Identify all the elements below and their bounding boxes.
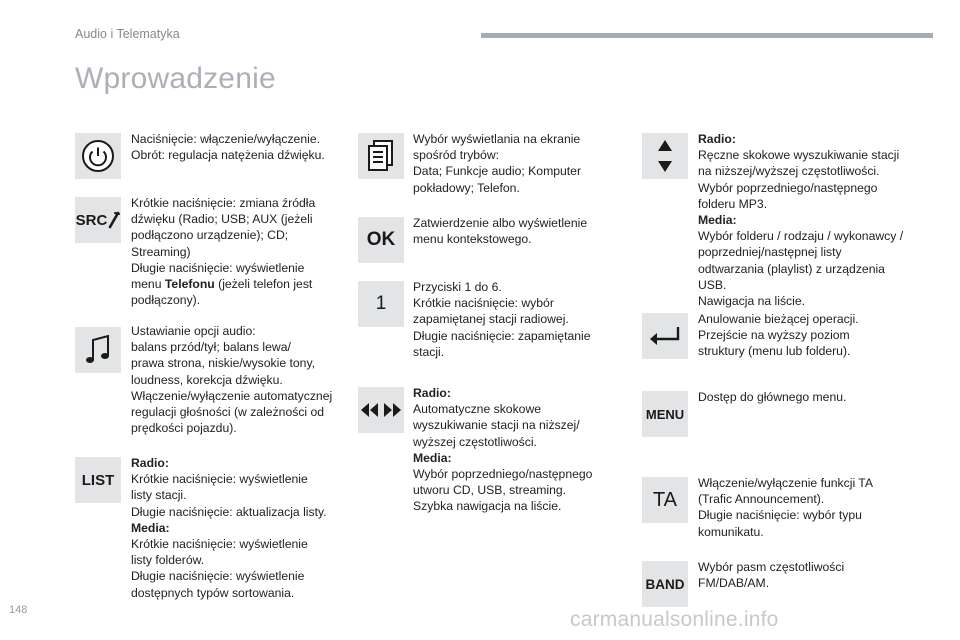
- up-down-buttons-icon: [642, 133, 688, 179]
- display-mode-icon: [358, 133, 404, 179]
- preset-button-icon: 1: [358, 281, 404, 327]
- presets-description: Przyciski 1 do 6. Krótkie naciśnięcie: wybór zapamiętanej stacji radiowej. Długie naciśnięcie: zapamiętanie stacji.: [413, 280, 591, 359]
- page-title: Wprowadzenie: [75, 62, 276, 95]
- watermark: carmanualsonline.info: [570, 608, 779, 631]
- seek-buttons-icon: [358, 387, 404, 433]
- src-phone-button-icon: [75, 197, 121, 243]
- ok-button-icon: OK: [358, 217, 404, 263]
- src-description: Krótkie naciśnięcie: zmiana źródła dźwięku (Radio; USB; AUX (jeżeli podłączono urządzenie); CD; Streaming) Długie naciśnięcie: wyświetlenie menu Telefonu (jeżeli telefon jest podłączony).: [131, 196, 316, 308]
- updown-description: Radio: Ręczne skokowe wyszukiwanie stacji na niższej/wyższej częstotliwości. Wybór poprzedniego/następnego folderu MP3. Media: Wybór folderu / rodzaju / wykonawcy / poprzedniej/następnej listy odtwarzania (playlist) z urządzenia USB. Nawigacja na liście.: [698, 132, 904, 309]
- seek-description: Radio: Automatyczne skokowe wyszukiwanie stacji na niższej/ wyższej częstotliwości. Media: Wybór poprzedniego/następnego utworu CD, USB, streaming. Szybka nawigacja na liście.: [413, 386, 593, 514]
- section-label: Audio i Telematyka: [75, 27, 180, 41]
- display-description: Wybór wyświetlania na ekranie spośród trybów: Data; Funkcje audio; Komputer pokładowy; Telefon.: [413, 132, 582, 195]
- menu-button-icon: MENU: [642, 391, 688, 437]
- power-description: Naciśnięcie: włączenie/wyłączenie. Obrót: regulacja natężenia dźwięku.: [131, 132, 325, 163]
- page-number: 148: [9, 604, 28, 616]
- menu-description: Dostęp do głównego menu.: [698, 390, 847, 404]
- power-button-icon: [75, 133, 121, 179]
- header-rule: [481, 33, 933, 38]
- back-button-icon: [642, 313, 688, 359]
- src-label: SRC: [75, 211, 108, 229]
- audio-settings-description: Ustawianie opcji audio: balans przód/tył; balans lewa/ prawa strona, niskie/wysokie tony, loudness, korekcja dźwięku. Włączenie/wyłączenie automatycznej regulacji głośności (w zależności od prędkości pojazdu).: [131, 324, 333, 436]
- list-description: Radio: Krótkie naciśnięcie: wyświetlenie listy stacji. Długie naciśnięcie: aktualizacja listy. Media: Krótkie naciśnięcie: wyświetlenie listy folderów. Długie naciśnięcie: wyświetlenie dostępnych typów sortowania.: [131, 456, 327, 600]
- back-description: Anulowanie bieżącej operacji. Przejście na wyższy poziom struktury (menu lub folderu).: [698, 312, 859, 359]
- ta-description: Włączenie/wyłączenie funkcji TA (Trafic Announcement). Długie naciśnięcie: wybór typu komunikatu.: [698, 476, 873, 539]
- band-button-icon: BAND: [642, 561, 688, 607]
- phone-icon: [108, 211, 120, 229]
- ta-button-icon: TA: [642, 477, 688, 523]
- list-button-icon: LIST: [75, 457, 121, 503]
- band-description: Wybór pasm częstotliwości FM/DAB/AM.: [698, 560, 845, 591]
- music-note-icon: [75, 327, 121, 373]
- ok-description: Zatwierdzenie albo wyświetlenie menu kontekstowego.: [413, 216, 588, 247]
